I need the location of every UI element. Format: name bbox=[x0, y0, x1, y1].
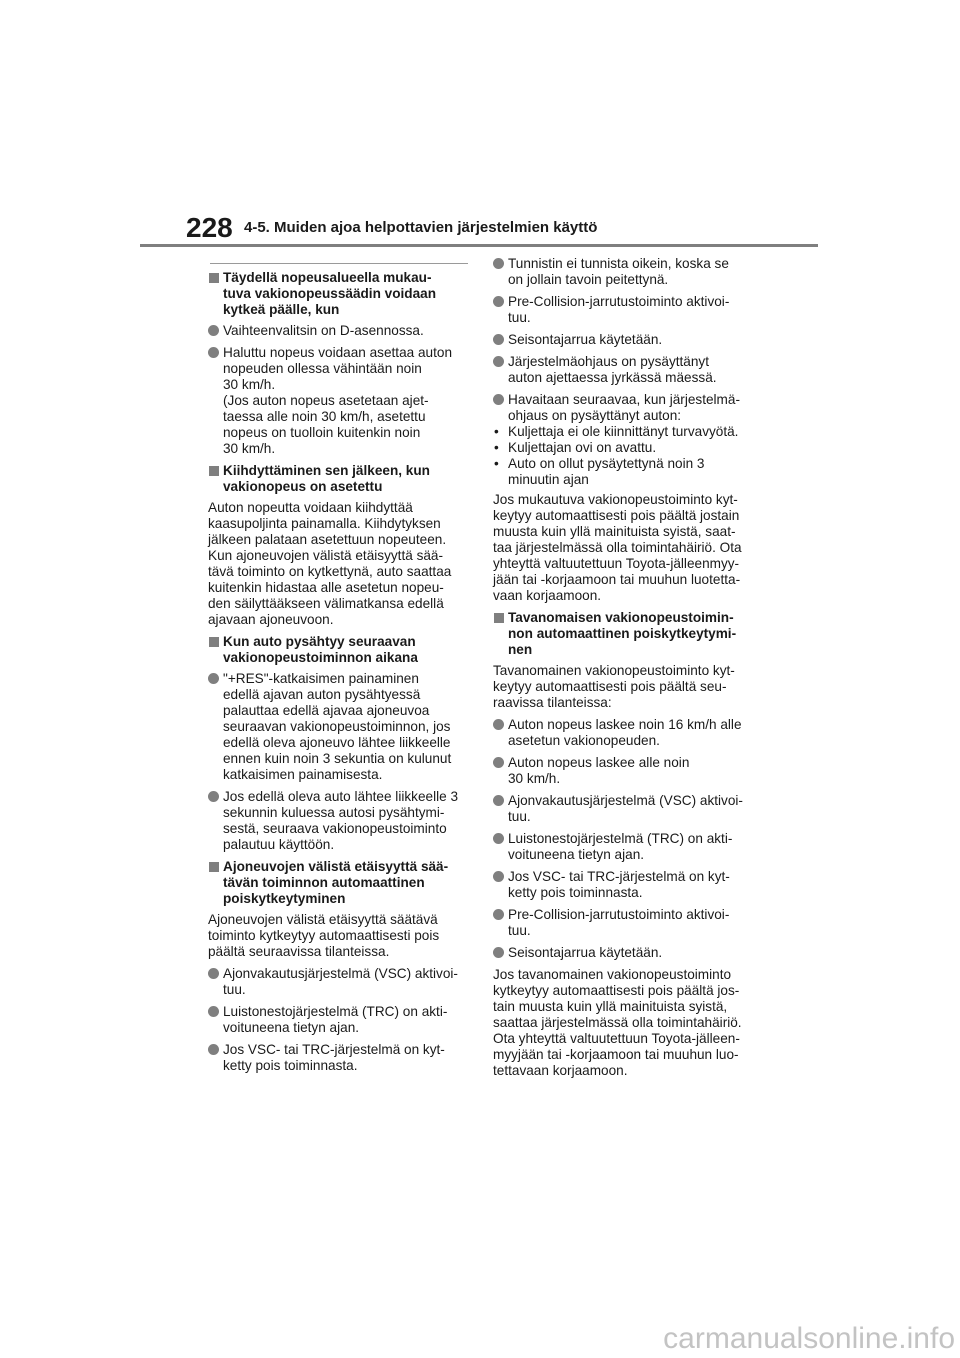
round-bullet-icon bbox=[208, 968, 219, 979]
bullet-item bbox=[208, 1004, 468, 1036]
bullet-text: "+RES"-katkaisimen painaminen edellä ajavan auton pysähtyessä palauttaa edellä ajavaa ajoneuvoa seuraavan vakionopeustoiminnon, jos edellä oleva ajoneuvo lähtee liikkeelle ennen kuin noin 3 sekuntia on kulunut katkaisimen painamisesta. bbox=[223, 671, 452, 782]
square-bullet-icon bbox=[209, 862, 219, 872]
column-rule bbox=[210, 263, 468, 264]
bullet-text: Jos VSC- tai TRC-järjestelmä on kyt- ketty pois toiminnasta. bbox=[508, 869, 730, 900]
right-column bbox=[493, 256, 753, 1085]
bullet-item bbox=[493, 831, 753, 863]
round-bullet-icon bbox=[493, 871, 504, 882]
paragraph bbox=[493, 967, 753, 1079]
bullet-text: Luistonestojärjestelmä (TRC) on akti- voituneena tietyn ajan. bbox=[223, 1004, 448, 1035]
bullet-item bbox=[208, 789, 468, 853]
paragraph-text: Auton nopeutta voidaan kiihdyttää kaasupoljinta painamalla. Kiihdytyksen jälkeen palataan asetettuun nopeuteen. Kun ajoneuvojen välistä etäisyyttä sää- tävä toiminto on kytkettynä, auto saattaa kuitenkin hidastaa alle asetetun nopeu- den säilyttääkseen välimatkansa edellä ajavaan ajoneuvoon. bbox=[208, 500, 452, 627]
round-bullet-icon bbox=[493, 296, 504, 307]
round-bullet-icon bbox=[493, 258, 504, 269]
bullet-text: Jos VSC- tai TRC-järjestelmä on kyt- ketty pois toiminnasta. bbox=[223, 1042, 445, 1073]
section-heading bbox=[208, 463, 468, 495]
paragraph-text: Ajoneuvojen välistä etäisyyttä säätävä toiminto kytkeytyy automaattisesti pois päältä seuraavissa tilanteissa. bbox=[208, 912, 440, 959]
bullet-item bbox=[493, 256, 753, 288]
bullet-item bbox=[493, 354, 753, 386]
square-bullet-icon bbox=[209, 637, 219, 647]
bullet-text: Pre-Collision-jarrutustoiminto aktivoi- tuu. bbox=[508, 294, 730, 325]
bullet-text: Tunnistin ei tunnista oikein, koska se on jollain tavoin peitettynä. bbox=[508, 256, 729, 287]
bullet-text: Ajonvakautusjärjestelmä (VSC) aktivoi- tuu. bbox=[223, 966, 458, 997]
section-heading-text: Täydellä nopeusalueella mukau- tuva vakionopeussäädin voidaan kytkeä päälle, kun bbox=[223, 270, 437, 317]
paragraph bbox=[493, 663, 753, 711]
bullet-item bbox=[208, 323, 468, 339]
round-bullet-icon bbox=[493, 947, 504, 958]
paragraph-text: Jos mukautuva vakionopeustoiminto kyt- keytyy automaattisesti pois päältä jostain muusta kuin yllä mainituista syistä, saat- taa järjestelmässä olla toimintahäiriö. Ota yhteyttä valtuutettuun Toyota-jälleenmyy- jään tai -korjaamoon tai muuhun luotetta- vaan korjaamoon. bbox=[493, 492, 742, 603]
watermark: carmanualsonline.info bbox=[663, 1322, 955, 1355]
bullet-text: Haluttu nopeus voidaan asettaa auton nopeuden ollessa vähintään noin 30 km/h. (Jos auton nopeus asetetaan ajet- taessa alle noin 30 km/h, asetettu nopeus on tuolloin kuitenkin noin 30 km/h. bbox=[223, 345, 453, 456]
sub-bullet-item bbox=[493, 424, 753, 440]
section-heading bbox=[493, 610, 753, 658]
round-bullet-icon bbox=[208, 673, 219, 684]
bullet-item bbox=[493, 793, 753, 825]
square-bullet-icon bbox=[209, 273, 219, 283]
sub-bullet-text: Auto on ollut pysäytettynä noin 3 minuutin ajan bbox=[508, 456, 705, 487]
bullet-text: Seisontajarrua käytetään. bbox=[508, 332, 663, 347]
round-bullet-icon bbox=[493, 909, 504, 920]
bullet-item bbox=[208, 345, 468, 457]
bullet-item bbox=[493, 907, 753, 939]
sub-bullet-item bbox=[493, 440, 753, 456]
bullet-text: Pre-Collision-jarrutustoiminto aktivoi- tuu. bbox=[508, 907, 730, 938]
round-bullet-icon bbox=[208, 325, 219, 336]
section-heading-text: Kiihdyttäminen sen jälkeen, kun vakionopeus on asetettu bbox=[223, 463, 430, 494]
round-bullet-icon bbox=[493, 757, 504, 768]
section-heading-text: Kun auto pysähtyy seuraavan vakionopeustoiminnon aikana bbox=[223, 634, 418, 665]
round-bullet-icon bbox=[493, 334, 504, 345]
section-heading bbox=[208, 270, 468, 318]
round-bullet-icon bbox=[493, 719, 504, 730]
bullet-item bbox=[493, 294, 753, 326]
round-bullet-icon bbox=[493, 356, 504, 367]
round-bullet-icon bbox=[208, 347, 219, 358]
paragraph-text: Jos tavanomainen vakionopeustoiminto kytkeytyy automaattisesti pois päältä jos- tain muusta kuin yllä mainituista syistä, saattaa järjestelmässä olla toimintahäiriö. Ota yhteyttä valtuutettuun Toyota-jälleen- myyjään tai -korjaamoon tai muuhun luo- tettavaan korjaamoon. bbox=[493, 967, 742, 1078]
round-bullet-icon bbox=[208, 1006, 219, 1017]
paragraph bbox=[208, 500, 468, 628]
bullet-text: Luistonestojärjestelmä (TRC) on akti- voituneena tietyn ajan. bbox=[508, 831, 733, 862]
round-bullet-icon bbox=[493, 833, 504, 844]
sub-bullet-text: Kuljettajan ovi on avattu. bbox=[508, 440, 657, 455]
bullet-text: Havaitaan seuraavaa, kun järjestelmä- ohjaus on pysäyttänyt auton: bbox=[508, 392, 740, 423]
bullet-item bbox=[493, 945, 753, 961]
left-column bbox=[208, 270, 468, 1080]
bullet-text: Auton nopeus laskee alle noin 30 km/h. bbox=[508, 755, 690, 786]
round-bullet-icon bbox=[208, 791, 219, 802]
round-bullet-icon bbox=[493, 795, 504, 806]
square-bullet-icon bbox=[209, 466, 219, 476]
bullet-item bbox=[493, 717, 753, 749]
page-number: 228 bbox=[186, 212, 233, 243]
bullet-item bbox=[493, 869, 753, 901]
sub-bullet-item bbox=[493, 456, 753, 488]
section-heading bbox=[208, 859, 468, 907]
bullet-item bbox=[208, 966, 468, 998]
bullet-item bbox=[493, 332, 753, 348]
bullet-text: Jos edellä oleva auto lähtee liikkeelle 3 sekunnin kuluessa autosi pysähtymi- sestä, seuraava vakionopeustoiminto palautuu käyttöön. bbox=[223, 789, 459, 852]
square-bullet-icon bbox=[494, 613, 504, 623]
bullet-item bbox=[493, 755, 753, 787]
round-bullet-icon bbox=[493, 394, 504, 405]
bullet-text: Ajonvakautusjärjestelmä (VSC) aktivoi- tuu. bbox=[508, 793, 743, 824]
bullet-item bbox=[208, 1042, 468, 1074]
section-heading-text: Ajoneuvojen välistä etäisyyttä sää- tävän toiminnon automaattinen poiskytkeytyminen bbox=[223, 859, 449, 906]
bullet-text: Seisontajarrua käytetään. bbox=[508, 945, 663, 960]
bullet-text: Vaihteenvalitsin on D-asennossa. bbox=[223, 323, 424, 338]
chapter-title: 4-5. Muiden ajoa helpottavien järjestelmien käyttö bbox=[244, 219, 598, 236]
section-heading-text: Tavanomaisen vakionopeustoimin- non automaattinen poiskytkeytymi- nen bbox=[508, 610, 737, 657]
round-bullet-icon bbox=[208, 1044, 219, 1055]
paragraph bbox=[208, 912, 468, 960]
bullet-text: Järjestelmäohjaus on pysäyttänyt auton ajettaessa jyrkässä mäessä. bbox=[508, 354, 717, 385]
sub-bullet-marker: • bbox=[494, 440, 499, 455]
paragraph-text: Tavanomainen vakionopeustoiminto kyt- keytyy automaattisesti pois päältä seu- raavissa tilanteissa: bbox=[493, 663, 735, 710]
section-heading bbox=[208, 634, 468, 666]
header-rule bbox=[140, 244, 818, 247]
bullet-item bbox=[208, 671, 468, 783]
paragraph bbox=[493, 492, 753, 604]
sub-bullet-marker: • bbox=[494, 424, 499, 439]
sub-bullet-text: Kuljettaja ei ole kiinnittänyt turvavyötä. bbox=[508, 424, 739, 439]
sub-bullet-marker: • bbox=[494, 456, 499, 471]
bullet-text: Auton nopeus laskee noin 16 km/h alle asetetun vakionopeuden. bbox=[508, 717, 742, 748]
bullet-item bbox=[493, 392, 753, 424]
